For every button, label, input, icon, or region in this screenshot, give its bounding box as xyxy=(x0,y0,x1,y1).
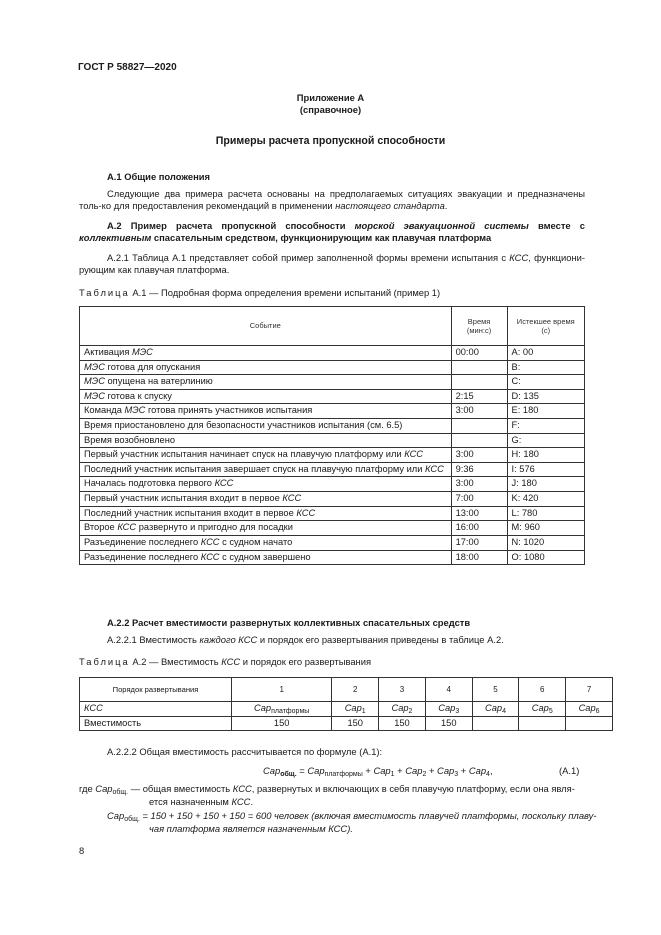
table2-kss-cell: Cap$_3$ xyxy=(425,702,472,717)
table1-cell-elapsed: I: 576 xyxy=(507,462,584,477)
table2-capacity-label: Вместимость xyxy=(80,716,232,731)
table1-header-row xyxy=(80,307,585,346)
section-a22-heading: А.2.2 Расчет вместимости развернутых коллективных спасательных средств xyxy=(107,617,471,628)
table1-head-time: Время (мин:с) xyxy=(451,307,507,346)
table1-cell-elapsed: K: 420 xyxy=(507,492,584,507)
table1-cell-event: Первый участник испытания начинает спуск на плавучую платформу или КСС xyxy=(80,448,452,463)
table1-head-elapsed: Истекшее время (с) xyxy=(507,307,584,346)
table1-cell-elapsed: F: xyxy=(507,419,584,434)
table1-cell-elapsed: J: 180 xyxy=(507,477,584,492)
section-a1-paragraph: Следующие два примера расчета основаны на предполагаемых ситуациях эвакуации и предназначены толь-ко для предоставления рекомендаций в применении настоящего стандарта. xyxy=(79,188,585,212)
table2-order-cell: 6 xyxy=(519,678,566,702)
table2-order-row xyxy=(80,678,613,702)
table-row xyxy=(80,419,585,434)
table1-cell-elapsed: A: 00 xyxy=(507,346,584,361)
table1-cell-elapsed: O: 1080 xyxy=(507,550,584,565)
section-a1-heading: А.1 Общие положения xyxy=(107,171,210,182)
table1-cell-elapsed: M: 960 xyxy=(507,521,584,536)
table1-cell-event: МЭС готова для опускания xyxy=(80,360,452,375)
page-number: 8 xyxy=(79,845,85,856)
table1-cell-time xyxy=(451,433,507,448)
table1-cell-elapsed: C: xyxy=(507,375,584,390)
table-row xyxy=(80,448,585,463)
table1-cell-elapsed: B: xyxy=(507,360,584,375)
table-row xyxy=(80,492,585,507)
table2-order-cell: 7 xyxy=(566,678,613,702)
table1-cell-event: Последний участник испытания завершает спуск на плавучую платформу или КСС xyxy=(80,462,452,477)
appendix-title: Приложение А xyxy=(296,92,365,103)
table1-cell-time: 7:00 xyxy=(451,492,507,507)
formula-a1: Cap$_{общ.}$ = Cap$_{платформы}$ + Cap$_1$ + Cap$_2$ + Cap$_3$ + Cap$_4$, xyxy=(263,765,493,778)
table1-cell-event: Время возобновлено xyxy=(80,433,452,448)
table2-kss-cell: Cap$_1$ xyxy=(332,702,379,717)
table2-order-cell: 4 xyxy=(425,678,472,702)
table2 xyxy=(79,677,613,731)
table2-capacity-cell: 150 xyxy=(379,716,426,731)
table-row xyxy=(80,404,585,419)
table1-cell-event: МЭС готова к спуску xyxy=(80,389,452,404)
table-row xyxy=(80,346,585,361)
table1-cell-elapsed: E: 180 xyxy=(507,404,584,419)
table-row xyxy=(80,521,585,536)
table1-head-event: Событие xyxy=(80,307,452,346)
table1-cell-time: 13:00 xyxy=(451,506,507,521)
table1-cell-time xyxy=(451,419,507,434)
section-a2-heading: А.2 Пример расчета пропускной способности морской эвакуационной системы вместе с коллективным спасательным средством, функционирующим как плавучая платформа xyxy=(79,220,586,244)
document-header: ГОСТ Р 58827—2020 xyxy=(78,62,177,73)
table2-capacity-row xyxy=(80,716,613,731)
calc-line1: Cap$_{общ.}$ = 150 + 150 + 150 + 150 = 600 человек (включая вместимость плавучей платформы, поскольку плаву- xyxy=(107,810,597,823)
table1-cell-time: 3:00 xyxy=(451,477,507,492)
table2-order-cell: 5 xyxy=(472,678,519,702)
table2-capacity-cell: 150 xyxy=(232,716,332,731)
table-row xyxy=(80,462,585,477)
table1-cell-event: Первый участник испытания входит в первое КСС xyxy=(80,492,452,507)
table1-cell-time: 2:15 xyxy=(451,389,507,404)
table2-order-cell: 1 xyxy=(232,678,332,702)
table1-cell-time: 9:36 xyxy=(451,462,507,477)
table2-capacity-cell: 150 xyxy=(332,716,379,731)
section-a222-paragraph: А.2.2.2 Общая вместимость рассчитывается по формуле (А.1): xyxy=(107,746,383,757)
table1-cell-elapsed: N: 1020 xyxy=(507,535,584,550)
table2-order-cell: 3 xyxy=(379,678,426,702)
table2-order-label: Порядок развертывания xyxy=(80,678,232,702)
main-title: Примеры расчета пропускной способности xyxy=(215,135,446,147)
table1-cell-event: МЭС опущена на ватерлинию xyxy=(80,375,452,390)
table2-capacity-cell xyxy=(519,716,566,731)
table1-cell-event: Второе КСС развернуто и пригодно для посадки xyxy=(80,521,452,536)
where-line1: где Cap$_{общ.}$ — общая вместимость КСС, развернутых и включающих в себя плавучую платформу, если она явля- xyxy=(79,783,575,796)
table2-capacity-cell xyxy=(566,716,613,731)
table1-cell-event: Активация МЭС xyxy=(80,346,452,361)
table1-cell-event: Последний участник испытания входит в первое КСС xyxy=(80,506,452,521)
table1-cell-time: 16:00 xyxy=(451,521,507,536)
table1-cell-elapsed: L: 780 xyxy=(507,506,584,521)
table1-cell-time xyxy=(451,360,507,375)
table2-caption: Таблица А.2 — Вместимость КСС и порядок его развертывания xyxy=(79,656,372,667)
table-row xyxy=(80,375,585,390)
table-row xyxy=(80,389,585,404)
table1-cell-event: Время приостановлено для безопасности участников испытания (см. 6.5) xyxy=(80,419,452,434)
table-row xyxy=(80,550,585,565)
table1-cell-elapsed: H: 180 xyxy=(507,448,584,463)
table1-cell-time: 3:00 xyxy=(451,448,507,463)
table-row xyxy=(80,477,585,492)
table1-cell-time: 00:00 xyxy=(451,346,507,361)
section-a221-paragraph: А.2.2.1 Вместимость каждого КСС и порядок его развертывания приведены в таблице А.2. xyxy=(107,634,504,645)
table1-cell-event: Команда МЭС готова принять участников испытания xyxy=(80,404,452,419)
table2-order-cell: 2 xyxy=(332,678,379,702)
table1-cell-event: Разъединение последнего КСС с судном завершено xyxy=(80,550,452,565)
table1-cell-time: 17:00 xyxy=(451,535,507,550)
formula-number: (А.1) xyxy=(559,765,580,776)
table2-capacity-cell: 150 xyxy=(425,716,472,731)
table-row xyxy=(80,535,585,550)
table2-capacity-cell xyxy=(472,716,519,731)
table1-caption: Таблица А.1 — Подробная форма определения времени испытаний (пример 1) xyxy=(79,287,441,298)
table2-kss-row xyxy=(80,702,613,717)
table1-cell-time: 18:00 xyxy=(451,550,507,565)
table1-cell-time: 3:00 xyxy=(451,404,507,419)
table1 xyxy=(79,306,585,565)
table2-kss-cell: Cap$_5$ xyxy=(519,702,566,717)
where-line2: ется назначенным КСС. xyxy=(149,796,254,807)
calc-line2: чая платформа является назначенным КСС). xyxy=(149,823,353,834)
section-a21-paragraph: А.2.1 Таблица А.1 представляет собой пример заполненной формы времени испытания с КСС, функциони-рующим как плавучая платформа. xyxy=(79,252,586,276)
table-row xyxy=(80,360,585,375)
table-row xyxy=(80,506,585,521)
table2-kss-cell: Cap$_4$ xyxy=(472,702,519,717)
table1-cell-time xyxy=(451,375,507,390)
table1-cell-event: Разъединение последнего КСС с судном начато xyxy=(80,535,452,550)
table1-cell-elapsed: G: xyxy=(507,433,584,448)
appendix-subtitle: (справочное) xyxy=(299,104,362,115)
table2-kss-cell: Cap$_6$ xyxy=(566,702,613,717)
table2-kss-label: КСС xyxy=(80,702,232,717)
table2-kss-cell: Cap$_2$ xyxy=(379,702,426,717)
table1-cell-event: Началась подготовка первого КСС xyxy=(80,477,452,492)
table1-cell-elapsed: D: 135 xyxy=(507,389,584,404)
table2-kss-cell: Cap$_{платформы}$ xyxy=(232,702,332,717)
table-row xyxy=(80,433,585,448)
